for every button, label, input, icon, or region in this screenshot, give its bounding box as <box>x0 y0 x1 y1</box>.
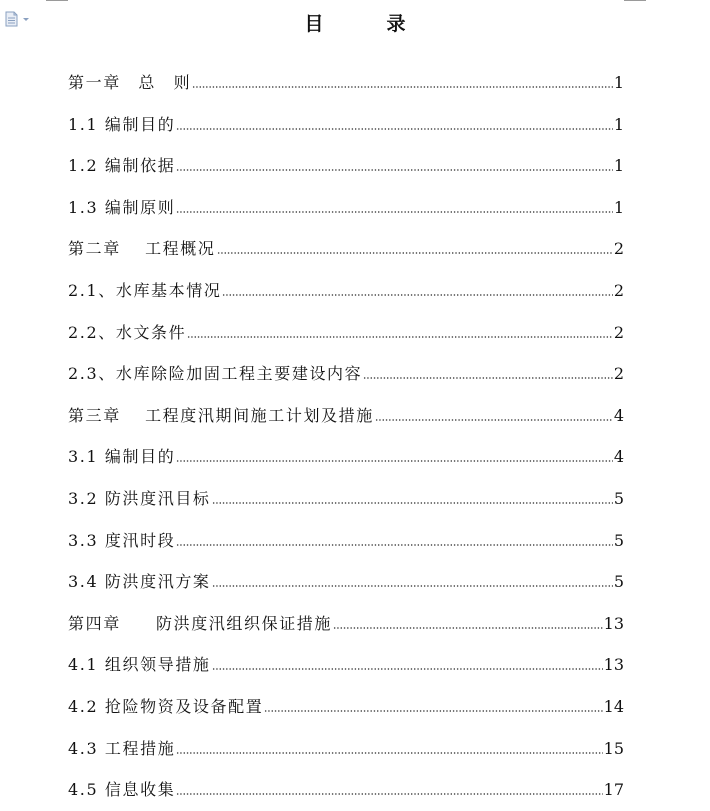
page-edge-mark-left <box>46 0 68 1</box>
toc-entry-page-number: 14 <box>603 696 624 716</box>
toc-entry-page-number: 15 <box>603 738 624 758</box>
toc-dot-leader <box>212 668 603 670</box>
toc-entry-page-number: 13 <box>603 655 624 675</box>
toc-entry-page-number: 1 <box>613 114 624 134</box>
toc-entry[interactable] <box>68 312 624 354</box>
toc-dot-leader <box>176 128 612 130</box>
toc-entry-page-number: 2 <box>613 280 624 300</box>
toc-entry[interactable] <box>68 644 624 686</box>
toc-entry-label: 3.4 防洪度汛方案 <box>68 572 211 592</box>
toc-entry-label: 第四章 防洪度汛组织保证措施 <box>68 613 333 633</box>
toc-dot-leader <box>363 377 613 379</box>
page-edge-marks <box>0 0 710 4</box>
toc-entry[interactable] <box>68 603 624 645</box>
toc-entry[interactable] <box>68 728 624 770</box>
toc-entry[interactable] <box>68 228 624 270</box>
toc-entry-page-number: 5 <box>613 530 624 550</box>
toc-entry[interactable] <box>68 561 624 603</box>
toc-dot-leader <box>375 419 613 421</box>
toc-dot-leader <box>333 627 603 629</box>
toc-entry-label: 第一章 总 则 <box>68 73 192 92</box>
toc-entry[interactable] <box>68 187 624 229</box>
toc-entry[interactable] <box>68 270 624 312</box>
toc-entry-page-number: 2 <box>613 322 624 342</box>
toc-dot-leader <box>192 86 613 88</box>
toc-entry-label: 第二章 工程概况 <box>68 239 216 259</box>
toc-entry[interactable] <box>68 395 624 437</box>
toc-entry-label: 1.1 编制目的 <box>68 114 176 134</box>
toc-dot-leader <box>217 252 613 254</box>
toc-entry[interactable] <box>68 62 624 104</box>
toc-entry-page-number: 4 <box>613 405 624 425</box>
toc-entry-page-number: 17 <box>603 780 624 800</box>
toc-entry-label: 第三章 工程度汛期间施工计划及措施 <box>68 405 374 425</box>
toc-entry-page-number: 1 <box>613 156 624 176</box>
toc-entry[interactable] <box>68 520 624 562</box>
toc-entry-label: 3.1 编制目的 <box>68 447 176 467</box>
toc-entry[interactable] <box>68 436 624 478</box>
toc-dot-leader <box>222 294 612 296</box>
toc-entry-label: 4.1 组织领导措施 <box>68 655 211 675</box>
page-edge-mark-right <box>624 0 646 1</box>
toc-entry-page-number: 13 <box>603 613 624 633</box>
toc-entry-label: 1.3 编制原则 <box>68 197 176 217</box>
toc-dot-leader <box>176 169 612 171</box>
toc-entry[interactable] <box>68 686 624 728</box>
toc-entry-page-number: 5 <box>613 572 624 592</box>
table-of-contents <box>68 62 624 811</box>
toc-dot-leader <box>176 211 612 213</box>
toc-dot-leader <box>176 752 602 754</box>
toc-entry-page-number: 1 <box>613 197 624 217</box>
toc-entry-page-number: 2 <box>613 364 624 384</box>
toc-entry-label: 1.2 编制依据 <box>68 156 176 176</box>
toc-entry-label: 3.3 度汛时段 <box>68 530 176 550</box>
page-title: 目 录 <box>304 13 428 35</box>
toc-dot-leader <box>176 793 602 795</box>
toc-entry-page-number: 2 <box>613 239 624 259</box>
toc-entry[interactable] <box>68 104 624 146</box>
toc-entry-label: 4.5 信息收集 <box>68 780 176 800</box>
toc-dot-leader <box>212 502 613 504</box>
toc-dot-leader <box>187 336 613 338</box>
toc-entry[interactable] <box>68 769 624 811</box>
toc-entry-label: 2.3、水库除险加固工程主要建设内容 <box>68 364 363 384</box>
toc-entry[interactable] <box>68 145 624 187</box>
toc-entry[interactable] <box>68 353 624 395</box>
toc-entry-label: 4.3 工程措施 <box>68 738 176 758</box>
toc-entry-page-number: 4 <box>613 447 624 467</box>
toc-entry-label: 2.2、水文条件 <box>68 322 187 342</box>
toc-entry-page-number: 1 <box>613 73 624 92</box>
toc-dot-leader <box>176 544 612 546</box>
toc-entry[interactable] <box>68 478 624 520</box>
toc-entry-page-number: 5 <box>613 488 624 508</box>
toc-entry-label: 4.2 抢险物资及设备配置 <box>68 696 264 716</box>
toc-dot-leader <box>176 460 612 462</box>
toc-entry-label: 2.1、水库基本情况 <box>68 280 222 300</box>
toc-entry-label: 3.2 防洪度汛目标 <box>68 488 211 508</box>
toc-dot-leader <box>212 585 613 587</box>
toc-dot-leader <box>264 710 602 712</box>
